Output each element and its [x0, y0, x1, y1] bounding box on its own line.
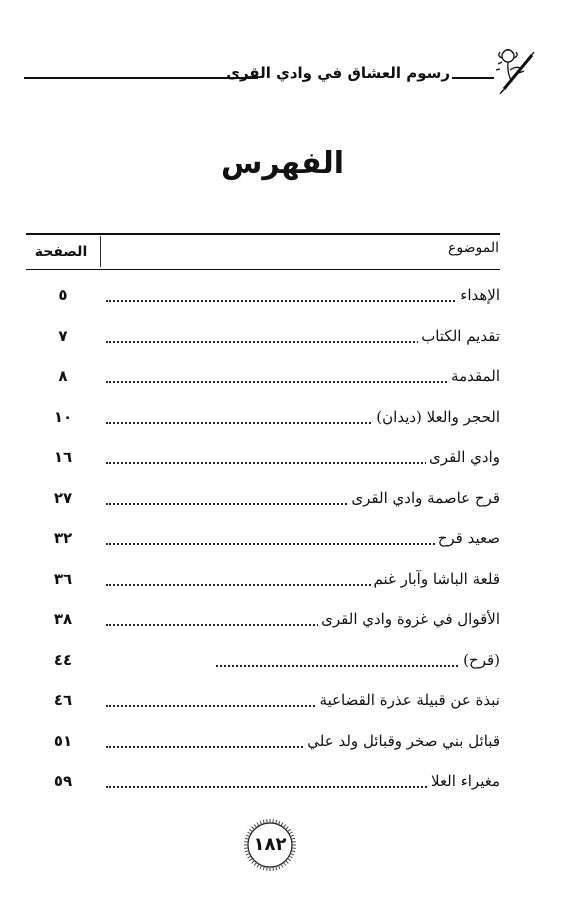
- badge-tick: [267, 867, 268, 871]
- badge-tick: [287, 858, 290, 860]
- page-column-header: الصفحة: [34, 244, 88, 260]
- badge-tick: [252, 861, 255, 864]
- badge-tick: [278, 821, 280, 825]
- toc-row: [26, 523, 500, 555]
- badge-tick: [247, 856, 250, 858]
- leader-dots: [106, 300, 494, 302]
- toc-entry-page: ١٦: [53, 448, 73, 466]
- toc-entry-title: الأقوال في غزوة وادي القرى: [318, 610, 500, 628]
- toc-entry-title: مغيراء العلا: [428, 772, 500, 790]
- toc-entry-title: الإهداء: [457, 286, 500, 304]
- header-rule-short: [452, 77, 494, 79]
- badge-tick: [278, 865, 280, 869]
- toc-entry-page: ٥: [58, 286, 68, 304]
- badge-tick: [286, 861, 289, 864]
- badge-tick: [260, 865, 262, 869]
- toc-entry-page: ٥٩: [53, 772, 73, 790]
- table-header-rule: [26, 269, 500, 270]
- toc-entry-page: ٣٨: [53, 610, 73, 628]
- toc-entry-title: قبائل بني صخر وقبائل ولد علي: [304, 732, 500, 750]
- header-rule: [24, 77, 258, 79]
- leader-dots: [106, 381, 494, 383]
- badge-tick: [281, 864, 283, 867]
- toc-row: [26, 321, 500, 353]
- running-title: رسوم العشاق في وادي القرى: [226, 64, 450, 82]
- toc-row: [26, 402, 500, 434]
- column-separator: [100, 236, 101, 267]
- toc-entry-page: ٤٤: [53, 650, 73, 669]
- badge-tick: [283, 824, 285, 827]
- table-top-rule: [26, 233, 500, 235]
- toc-entry-title: قرح عاصمة وادي القرى: [348, 489, 500, 507]
- badge-tick: [273, 867, 274, 871]
- badge-tick: [249, 829, 252, 831]
- badge-tick: [283, 862, 285, 865]
- toc-row: [26, 564, 500, 596]
- subject-column-header: الموضوع: [448, 240, 499, 256]
- badge-tick: [263, 866, 264, 870]
- toc-entry-page: ٢٧: [53, 488, 73, 507]
- badge-tick: [281, 822, 283, 825]
- badge-tick: [286, 827, 289, 830]
- badge-tick: [276, 820, 277, 824]
- toc-entry-title: وادي القرى: [426, 448, 500, 466]
- badge-tick: [263, 820, 264, 824]
- badge-tick: [260, 821, 262, 825]
- page-title: الفهرس: [220, 146, 344, 181]
- toc-entry-page: ١٠: [53, 407, 73, 426]
- quill-flower-icon: [494, 44, 544, 96]
- toc-entry-title: صعيد قرح: [435, 529, 500, 547]
- badge-tick: [257, 822, 259, 825]
- toc-entry-title: تقديم الكتاب: [418, 327, 500, 345]
- toc-row: [26, 604, 500, 636]
- badge-tick: [257, 864, 259, 867]
- badge-tick: [254, 824, 256, 827]
- badge-tick: [273, 819, 274, 823]
- toc-entry-page: ٣٢: [53, 529, 73, 547]
- toc-entry-title: المقدمة: [448, 367, 500, 385]
- toc-row: [26, 442, 500, 474]
- toc-entry-page: ٤٦: [53, 691, 73, 709]
- badge-tick: [276, 866, 277, 870]
- toc-entry-title: نبذة عن قبيلة عذرة القضاعية: [317, 691, 500, 709]
- toc-row: [26, 685, 500, 717]
- toc-row: [26, 726, 500, 758]
- toc-row: [26, 645, 500, 677]
- toc-entry-page: ٧: [58, 326, 68, 345]
- toc-entry-page: ٨: [58, 367, 68, 385]
- badge-tick: [289, 856, 292, 858]
- leader-dots: [216, 665, 494, 667]
- page-number: ١٨٢: [253, 834, 287, 855]
- toc-row: [26, 766, 500, 798]
- toc-row: [26, 280, 500, 312]
- toc-entry-page: ٣٦: [53, 569, 73, 588]
- badge-tick: [254, 862, 256, 865]
- toc-entry-page: ٥١: [53, 731, 73, 750]
- toc-entry-title: قلعة الباشا وآبار غنم: [371, 570, 500, 588]
- toc-entry-title: (قرح): [460, 651, 500, 669]
- badge-tick: [267, 819, 268, 823]
- badge-tick: [249, 858, 252, 860]
- toc-row: [26, 483, 500, 515]
- badge-tick: [252, 827, 255, 830]
- toc-entry-title: الحجر والعلا (ديدان): [373, 408, 500, 426]
- toc-row: [26, 361, 500, 393]
- badge-tick: [287, 829, 290, 831]
